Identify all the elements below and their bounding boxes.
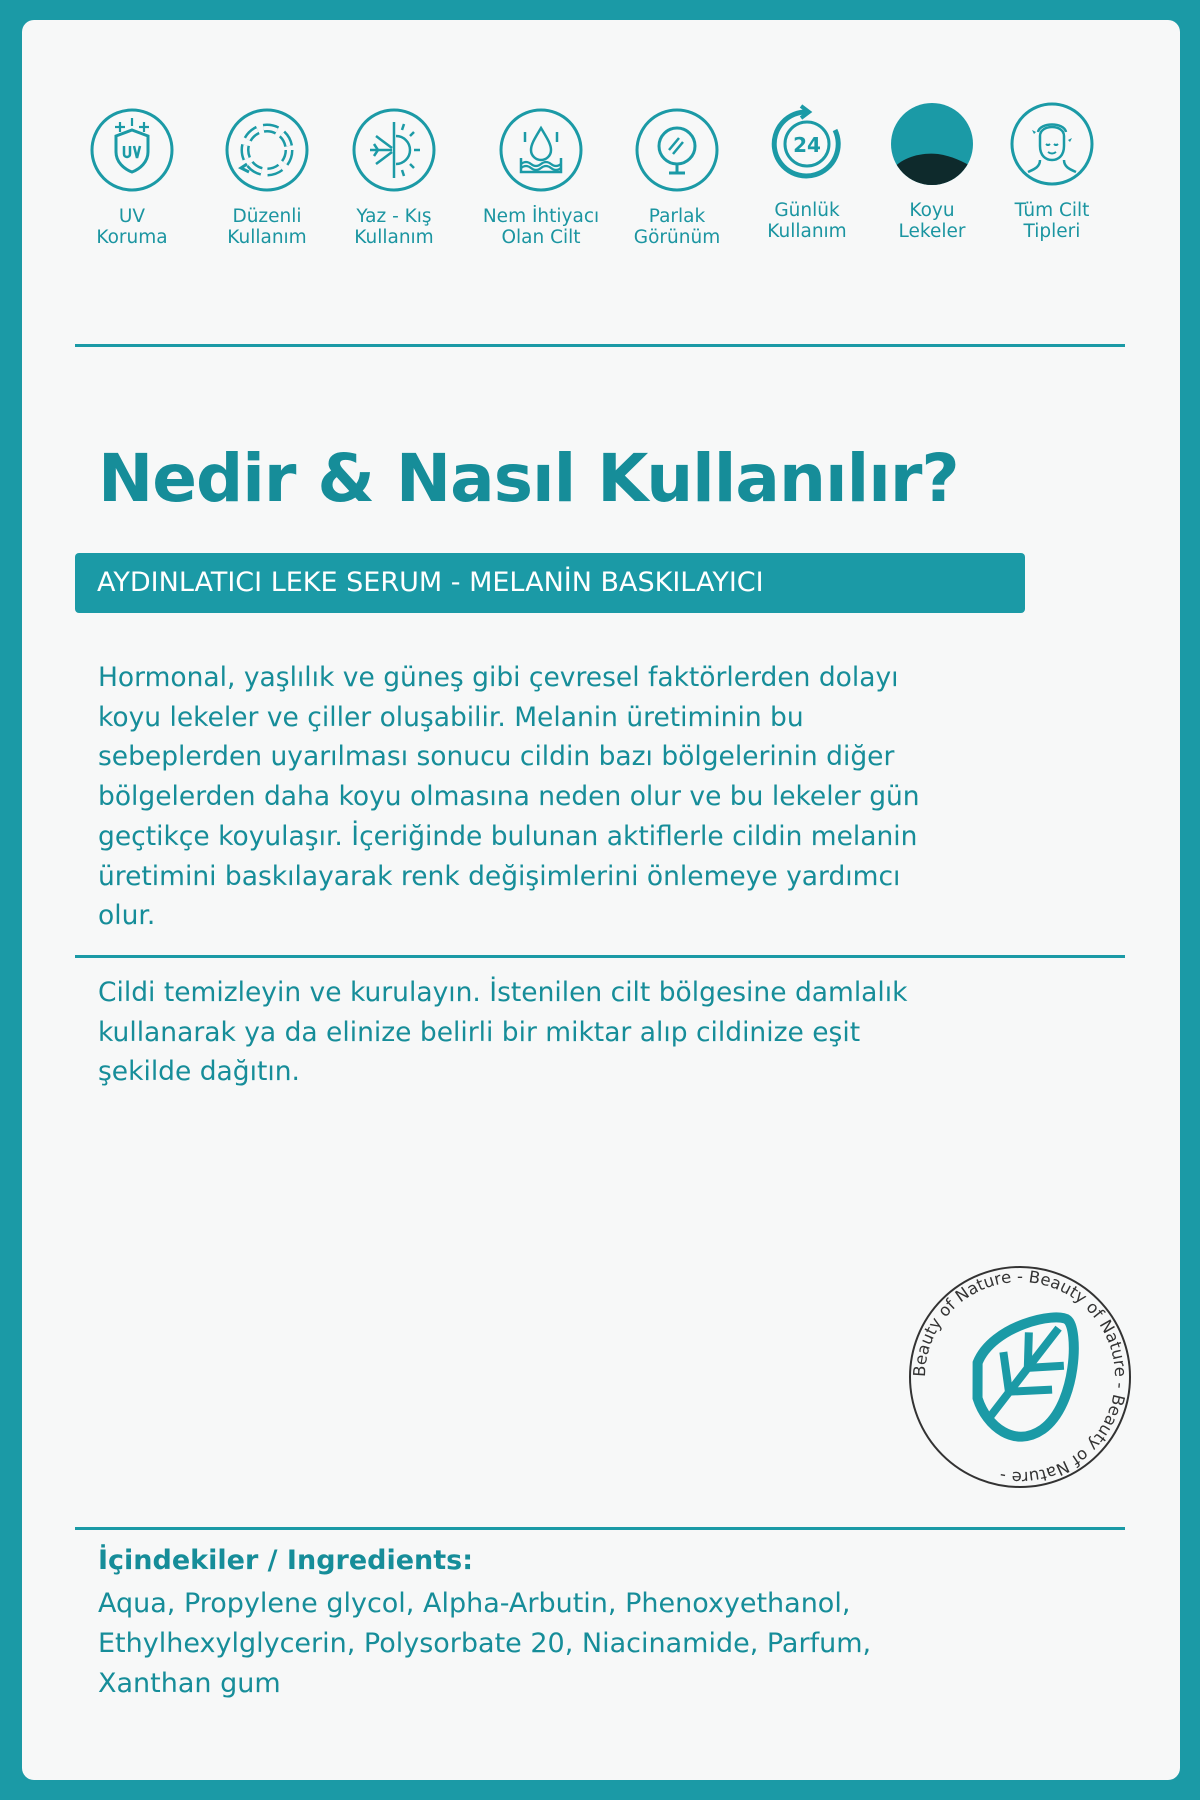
feature-icons-row	[62, 108, 1122, 268]
leaf-icon	[968, 1315, 1086, 1442]
mirror-icon	[635, 108, 719, 192]
feature-moisture-need	[471, 108, 611, 248]
svg-text:24: 24	[793, 133, 821, 157]
feature-glowing-look	[607, 108, 747, 248]
feature-summer-winter	[324, 108, 464, 248]
cycle-arrows-icon	[225, 108, 309, 192]
feature-label: UV Koruma	[96, 206, 168, 248]
usage-instructions: Cildi temizleyin ve kurulayın. İstenilen cilt bölgesine damlalık kullanarak ya da elinize belirli bir miktar alıp cildinize eşit şekilde dağıtın.	[98, 977, 908, 1088]
seal-ring-textpath: Beauty of Nature - Beauty of Nature - Beauty of Nature -	[909, 1267, 1131, 1488]
product-description: Hormonal, yaşlılık ve güneş gibi çevresel faktörlerden dolayı koyu lekeler ve çiller oluşabilir. Melanin üretiminin bu sebeplerden uyarılması sonucu cildin bazı bölgelerinin diğer bölgelerden daha koyu olmasına neden olur ve bu lekeler gün geçtikçe koyulaşır. İçeriğinde bulunan aktiflerle cildin melanin üretimini baskılayarak renk değişimlerini önlemeye yardımcı olur.	[98, 662, 920, 932]
water-drop-icon	[499, 108, 583, 192]
sun-snowflake-icon	[352, 108, 436, 192]
divider-middle	[75, 955, 1125, 958]
24-hours-icon	[765, 102, 849, 186]
feature-label: Yaz - Kış Kullanım	[354, 206, 434, 248]
feature-label: Tüm Cilt Tipleri	[1014, 200, 1090, 242]
feature-label: Nem İhtiyacı Olan Cilt	[482, 206, 600, 248]
dark-spot-icon	[890, 102, 974, 186]
divider-bottom	[75, 1527, 1125, 1530]
face-icon	[1010, 102, 1094, 186]
divider-top	[75, 344, 1125, 347]
uv-shield-icon	[90, 108, 174, 192]
feature-label: Düzenli Kullanım	[227, 206, 307, 248]
feature-label: Koyu Lekeler	[898, 200, 966, 242]
feature-label: Günlük Kullanım	[767, 200, 847, 242]
feature-uv-protection	[62, 108, 202, 248]
ingredients-heading: İçindekiler / Ingredients:	[98, 1545, 474, 1576]
beauty-of-nature-seal	[905, 1262, 1135, 1492]
feature-daily-use	[737, 102, 877, 242]
page-title: Nedir & Nasıl Kullanılır?	[98, 440, 959, 517]
feature-regular-use	[197, 108, 337, 248]
feature-all-skin-types	[982, 102, 1122, 242]
product-name-banner: AYDINLATICI LEKE SERUM - MELANİN BASKILAYICI	[75, 553, 1025, 613]
feature-dark-spots	[862, 102, 1002, 242]
feature-label: Parlak Görünüm	[633, 206, 721, 248]
ingredients-list: Aqua, Propylene glycol, Alpha-Arbutin, Phenoxyethanol, Ethylhexylglycerin, Polysorbate 20, Niacinamide, Parfum, Xanthan gum	[98, 1588, 872, 1699]
